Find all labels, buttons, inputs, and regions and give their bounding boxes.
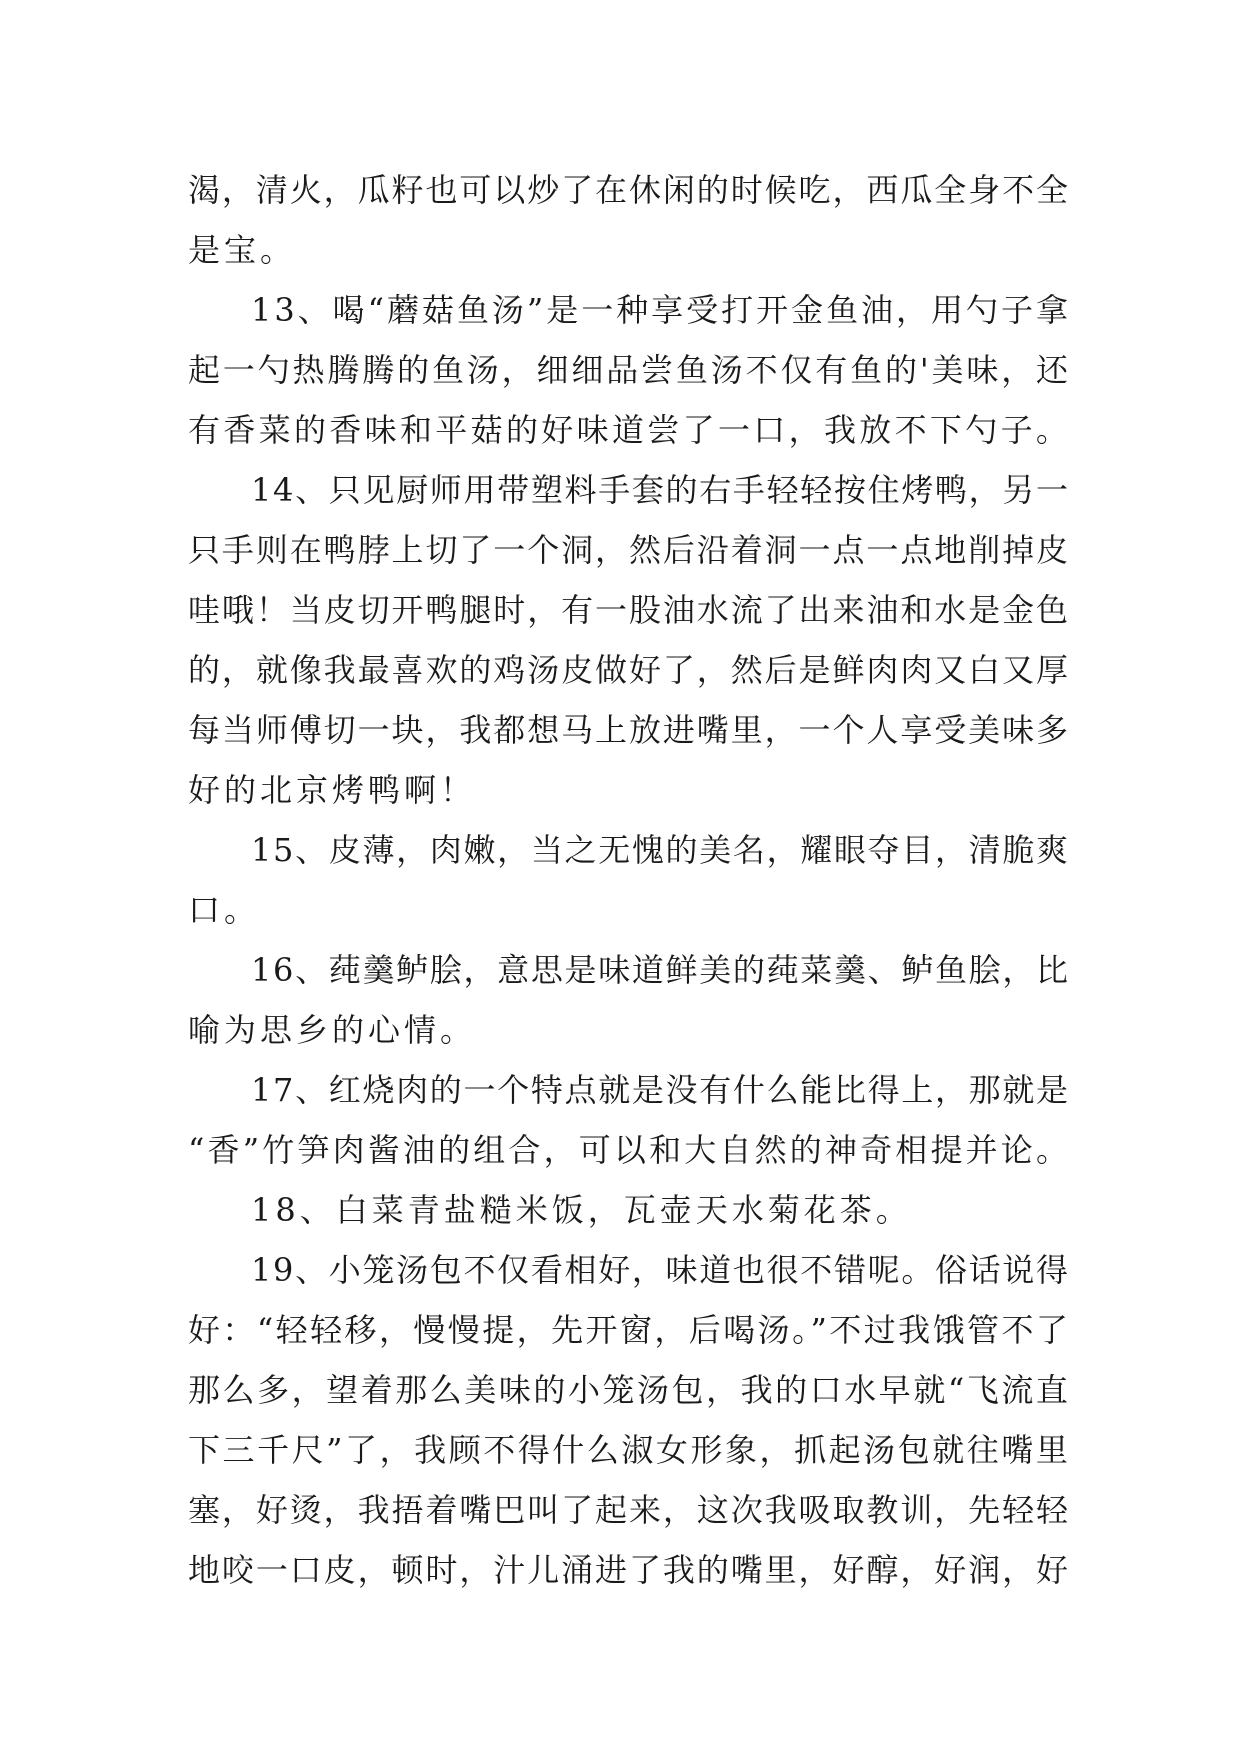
text-line: 是宝。 xyxy=(188,231,297,269)
text-line: 地咬一口皮，顿时，汁儿涌进了我的嘴里，好醇，好润，好 xyxy=(188,1551,1070,1589)
text-line: 只手则在鸭脖上切了一个洞，然后沿着洞一点一点地削掉皮 xyxy=(188,531,1070,569)
text-line: 好：“轻轻移，慢慢提，先开窗，后喝汤。”不过我饿管不了 xyxy=(188,1311,1071,1349)
text-line: 19、小笼汤包不仅看相好，味道也很不错呢。俗话说得 xyxy=(251,1251,1070,1289)
text-line: 15、皮薄，肉嫩，当之无愧的美名，耀眼夺目，清脆爽 xyxy=(251,831,1070,869)
text-line: 有香菜的香味和平菇的好味道尝了一口，我放不下勺子。 xyxy=(188,411,1072,449)
text-line: 渴，清火，瓜籽也可以炒了在休闲的时候吃，西瓜全身不全 xyxy=(188,171,1070,209)
text-line: 那么多，望着那么美味的小笼汤包，我的口水早就“飞流直 xyxy=(188,1371,1071,1409)
text-line: 下三千尺”了，我顾不得什么淑女形象，抓起汤包就往嘴里 xyxy=(188,1431,1071,1469)
text-line: 口。 xyxy=(188,891,261,929)
text-line: 起一勺热腾腾的鱼汤，细细品尝鱼汤不仅有鱼的'美味，还 xyxy=(188,351,1071,389)
text-line: 14、只见厨师用带塑料手套的右手轻轻按住烤鸭，另一 xyxy=(251,471,1070,509)
text-line: 喻为思乡的心情。 xyxy=(188,1011,477,1049)
text-line: 17、红烧肉的一个特点就是没有什么能比得上，那就是 xyxy=(251,1071,1070,1109)
text-line: 哇哦！当皮切开鸭腿时，有一股油水流了出来油和水是金色 xyxy=(188,591,1070,629)
body-text xyxy=(188,160,1072,1600)
text-line: 13、喝“蘑菇鱼汤”是一种享受打开金鱼油，用勺子拿 xyxy=(251,291,1071,329)
text-line: 的，就像我最喜欢的鸡汤皮做好了，然后是鲜肉肉又白又厚 xyxy=(188,651,1070,689)
text-line: 塞，好烫，我捂着嘴巴叫了起来，这次我吸取教训，先轻轻 xyxy=(188,1491,1070,1529)
text-line: 16、莼羹鲈脍，意思是味道鲜美的莼菜羹、鲈鱼脍，比 xyxy=(251,951,1070,989)
text-line: “香”竹笋肉酱油的组合，可以和大自然的神奇相提并论。 xyxy=(188,1131,1072,1169)
text-line: 18、白菜青盐糙米饭，瓦壶天水菊花茶。 xyxy=(251,1191,912,1229)
text-line: 好的北京烤鸭啊！ xyxy=(188,771,477,809)
text-line: 每当师傅切一块，我都想马上放进嘴里，一个人享受美味多 xyxy=(188,711,1070,749)
